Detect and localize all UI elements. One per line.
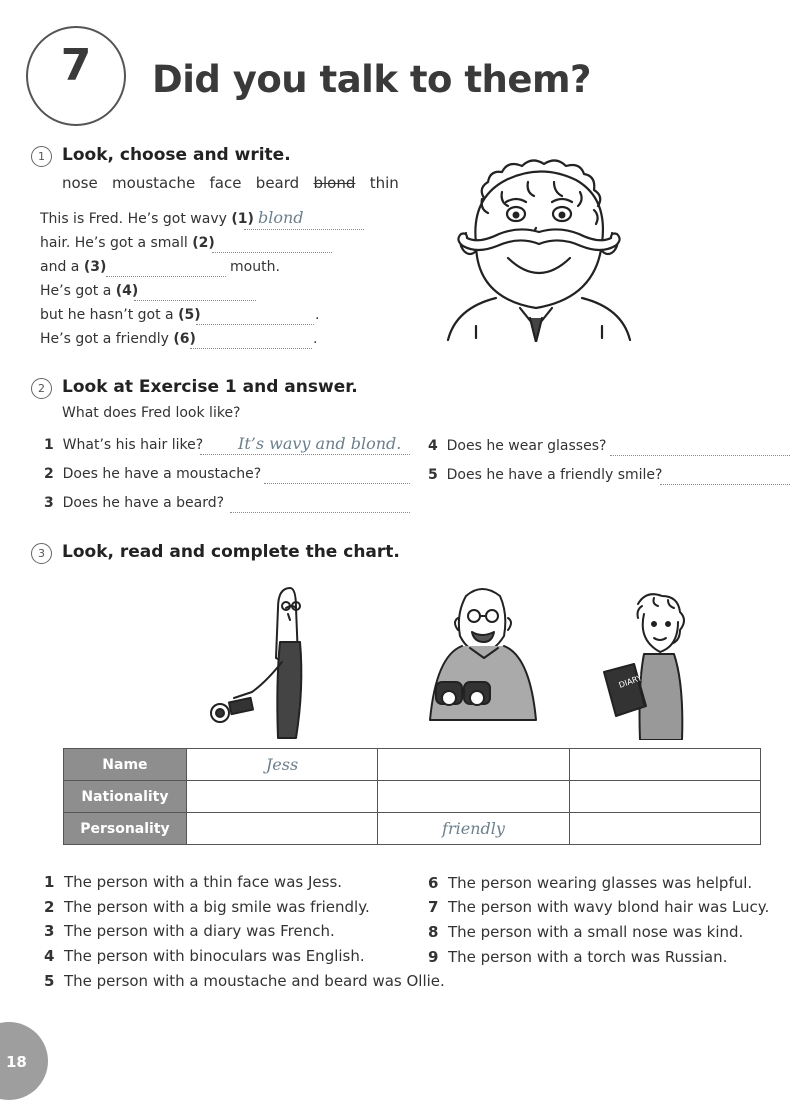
chart-header-personality: Personality [64, 813, 187, 845]
question-number: 2 [44, 466, 54, 482]
line-text: This is Fred. He’s got wavy [40, 211, 227, 227]
answer-line[interactable] [106, 276, 226, 277]
ex1-line-3 [40, 259, 106, 275]
clue-7 [428, 898, 769, 916]
line-text: and a [40, 259, 80, 275]
question-3 [44, 495, 224, 511]
word-option: moustache [112, 174, 196, 192]
clue-text: The person with a big smile was friendly. [63, 898, 370, 916]
question-number: 5 [428, 467, 438, 483]
question-text: Does he have a beard? [62, 495, 225, 511]
gap-number: (6) [173, 331, 196, 347]
answer-line[interactable] [200, 454, 410, 455]
gap-number: (3) [83, 259, 107, 275]
answer-line[interactable] [190, 348, 312, 349]
gap-number: (4) [115, 283, 139, 299]
answer-line[interactable] [264, 483, 410, 484]
handwritten-answer: It’s wavy and blond. [238, 434, 402, 453]
clue-5 [44, 972, 445, 990]
line-text: hair. He’s got a small [40, 235, 188, 251]
ex1-line-1 [40, 211, 254, 227]
clue-number: 3 [44, 922, 55, 940]
clue-text: The person with a thin face was Jess. [63, 873, 343, 891]
ex1-line-6 [40, 331, 196, 347]
clue-9 [428, 948, 727, 966]
line-text: He’s got a friendly [40, 331, 169, 347]
clue-3 [44, 922, 335, 940]
word-option: face [209, 174, 242, 192]
clue-text: The person with a diary was French. [63, 922, 335, 940]
clue-text: The person with a torch was Russian. [447, 948, 728, 966]
ex1-line-5 [40, 307, 201, 323]
clue-number: 6 [428, 874, 439, 892]
ex1-line-2 [40, 235, 215, 251]
exercise-2-number: 2 [31, 378, 52, 399]
chart-cell[interactable]: friendly [378, 813, 569, 845]
word-option: thin [369, 174, 399, 192]
clue-number: 5 [44, 972, 55, 990]
clue-4 [44, 947, 365, 965]
exercise-3-title: Look, read and complete the chart. [62, 542, 400, 562]
line-text: but he hasn’t got a [40, 307, 174, 323]
clue-number: 9 [428, 948, 439, 966]
chart-row-personality [64, 813, 761, 845]
fred-illustration [436, 158, 646, 342]
question-text: What’s his hair like? [62, 437, 204, 453]
chart-cell[interactable] [378, 781, 569, 813]
gap-number: (2) [192, 235, 215, 251]
chart-cell[interactable] [569, 813, 760, 845]
line-text-after: . [313, 331, 318, 347]
chart-table [63, 748, 761, 845]
chart-header-name: Name [64, 749, 187, 781]
question-4 [428, 438, 606, 454]
answer-line[interactable] [244, 229, 364, 230]
clue-number: 8 [428, 923, 439, 941]
exercise-3-number: 3 [31, 543, 52, 564]
word-box [62, 174, 399, 192]
gap-number: (1) [231, 211, 254, 227]
person-with-binoculars-illustration [422, 582, 544, 724]
answer-line[interactable] [610, 455, 790, 456]
answer-line[interactable] [660, 484, 790, 485]
clue-8 [428, 923, 743, 941]
question-number: 1 [44, 437, 54, 453]
question-text: Does he have a friendly smile? [446, 467, 663, 483]
line-text: He’s got a [40, 283, 112, 299]
gap-number: (5) [178, 307, 201, 323]
chart-row-nationality [64, 781, 761, 813]
answer-line[interactable] [212, 252, 332, 253]
exercise-2-title: Look at Exercise 1 and answer. [62, 377, 358, 397]
exercise-1-number: 1 [31, 146, 52, 167]
clue-1 [44, 873, 342, 891]
answer-line[interactable] [134, 300, 256, 301]
clue-text: The person with a moustache and beard was Ollie. [63, 972, 445, 990]
question-2 [44, 466, 261, 482]
chart-cell[interactable] [569, 781, 760, 813]
answer-line[interactable] [196, 324, 314, 325]
clue-number: 2 [44, 898, 55, 916]
line-text-after: mouth. [230, 259, 280, 275]
exercise-1-title: Look, choose and write. [62, 145, 291, 165]
person-with-torch-illustration [206, 582, 336, 742]
chart-header-nationality: Nationality [64, 781, 187, 813]
clue-text: The person with a small nose was kind. [447, 923, 744, 941]
answer-line[interactable] [230, 512, 410, 513]
page-number: 18 [6, 1053, 27, 1071]
person-with-diary-illustration [598, 590, 694, 740]
diary-label: DIARY [617, 673, 644, 690]
question-1 [44, 437, 203, 453]
unit-number: 7 [60, 40, 92, 91]
exercise-2-subtitle: What does Fred look like? [62, 405, 241, 421]
clue-text: The person with wavy blond hair was Lucy. [447, 898, 770, 916]
chart-cell[interactable] [186, 781, 377, 813]
ex1-line-4 [40, 283, 138, 299]
clue-2 [44, 898, 370, 916]
chart-row-name [64, 749, 761, 781]
chart-cell[interactable] [186, 813, 377, 845]
clue-6 [428, 874, 752, 892]
chart-cell[interactable] [378, 749, 569, 781]
chart-cell[interactable]: Jess [186, 749, 377, 781]
word-option-used: blond [313, 174, 356, 192]
clue-number: 1 [44, 873, 55, 891]
word-option: nose [62, 174, 98, 192]
line-text-after: . [315, 307, 320, 323]
question-5 [428, 467, 662, 483]
clue-number: 7 [428, 898, 439, 916]
clue-text: The person wearing glasses was helpful. [447, 874, 753, 892]
word-option: beard [255, 174, 300, 192]
handwritten-answer: blond [258, 208, 304, 227]
page-title: Did you talk to them? [152, 58, 591, 101]
question-number: 3 [44, 495, 54, 511]
chart-cell[interactable] [569, 749, 760, 781]
clue-number: 4 [44, 947, 55, 965]
question-text: Does he wear glasses? [446, 438, 607, 454]
clue-text: The person with binoculars was English. [63, 947, 365, 965]
question-number: 4 [428, 438, 438, 454]
question-text: Does he have a moustache? [62, 466, 262, 482]
